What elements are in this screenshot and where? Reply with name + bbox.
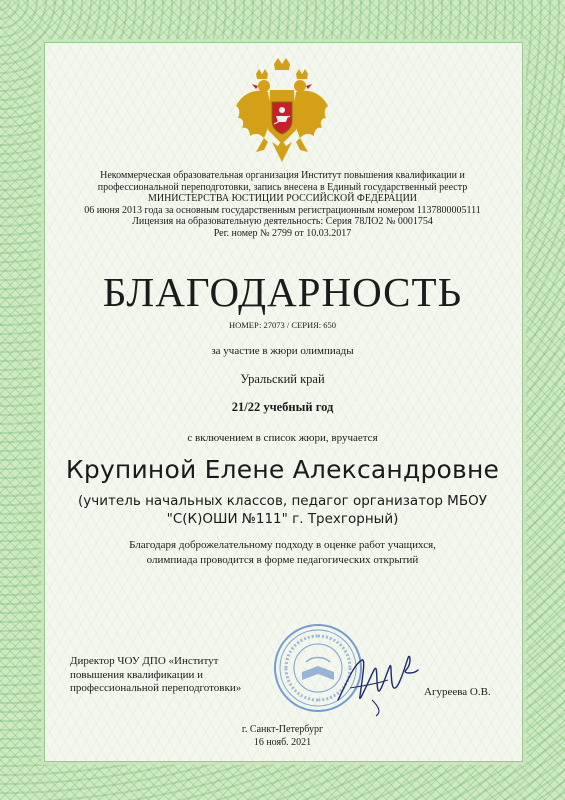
- organization-line: МИНИСТЕРСТВА ЮСТИЦИИ РОССИЙСКОЙ ФЕДЕРАЦИИ: [147, 193, 418, 205]
- recipient-position: (учитель начальных классов, педагог организатор МБОУ "С(К)ОШИ №111" г. Трехгорный): [78, 493, 487, 527]
- director-title: [70, 655, 280, 696]
- description-line: олимпиада проводится в форме педагогических открытий: [146, 554, 419, 566]
- signer-name: Агуреева О.В.: [424, 686, 491, 698]
- recipient-name: Крупиной Елене Александровне: [65, 455, 500, 484]
- director-line: повышения квалификации и: [70, 668, 204, 681]
- coat-of-arms-icon: [234, 58, 330, 166]
- place-and-date: [0, 724, 565, 749]
- description-line: Благодаря доброжелательному подходу в оценке работ учащихся,: [129, 539, 436, 551]
- region-text: Уральский край: [240, 372, 325, 386]
- organization-line: 06 июня 2013 года за основным государственным регистрационным номером 1137800005111: [84, 204, 481, 216]
- certificate-title: БЛАГОДАРНОСТЬ: [102, 269, 463, 315]
- organization-line: Лицензия на образовательную деятельность: Серия 78ЛО2 № 0001754: [132, 216, 433, 228]
- city: г. Санкт-Петербург: [241, 724, 324, 735]
- organization-info: [0, 170, 565, 240]
- director-line: профессиональной переподготовки»: [70, 682, 242, 694]
- director-line: Директор ЧОУ ДПО «Институт: [70, 655, 219, 667]
- certificate-number: НОМЕР: 27073 / СЕРИЯ: 650: [228, 320, 337, 330]
- inclusion-text: с включением в список жюри, вручается: [187, 432, 378, 444]
- organization-line: профессиональной переподготовки, запись внесена в Единый государственный реестр: [97, 181, 468, 193]
- organization-line: Рег. номер № 2799 от 10.03.2017: [213, 227, 352, 239]
- handwritten-signature-icon: [332, 640, 422, 718]
- organization-line: Некоммерческая образовательная организация Институт повышения квалификации и: [100, 170, 465, 181]
- participation-text: за участие в жюри олимпиады: [211, 345, 354, 357]
- description: [0, 538, 565, 568]
- issue-date: 16 нояб. 2021: [253, 736, 312, 748]
- academic-year: 21/22 учебный год: [231, 400, 334, 414]
